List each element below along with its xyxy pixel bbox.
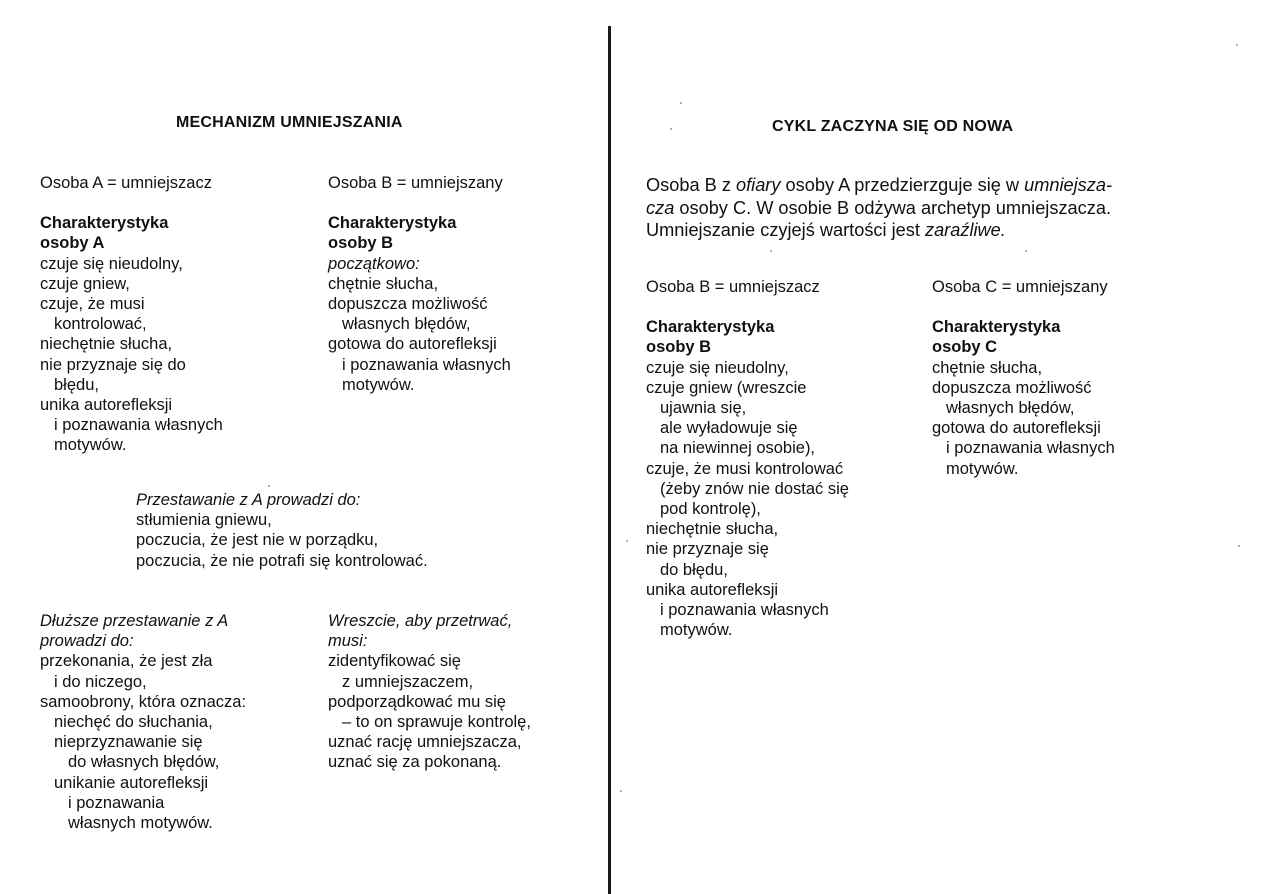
list-item: czuje, że musi: [40, 295, 145, 314]
characteristic-subheading: osoby B: [646, 338, 712, 357]
scan-speck: [670, 128, 672, 130]
list-item: nie przyznaje się do: [40, 355, 186, 374]
list-item: – to on sprawuje kontrolę,: [342, 713, 531, 732]
spacer: [40, 193, 223, 213]
characteristic-subheading: osoby B: [328, 234, 394, 253]
list-item: kontrolować,: [54, 315, 147, 334]
list-item: podporządkować mu się: [328, 692, 506, 711]
left-page-title: MECHANIZM UMNIEJSZANIA: [176, 114, 403, 131]
list-item: własnych błędów,: [946, 399, 1075, 418]
intro-fragment-italic: cza: [646, 197, 675, 218]
intro-text: początkowo:: [328, 254, 420, 273]
list-item: motywów.: [54, 436, 127, 455]
list-item: dopuszcza możliwość: [328, 295, 488, 314]
intro-text: prowadzi do:: [40, 632, 134, 651]
spacer: [932, 297, 1115, 317]
list-item: stłumienia gniewu,: [136, 511, 272, 530]
intro-fragment-italic: ofiary: [735, 175, 781, 195]
left-bottom-a: [40, 611, 246, 833]
characteristic-heading: Charakterystyka: [932, 318, 1061, 337]
right-intro-paragraph: [646, 174, 1112, 242]
list-item: do błędu,: [660, 560, 728, 579]
list-item: samoobrony, która oznacza:: [40, 692, 247, 711]
role-line-c: Osoba C = umniejszany: [932, 278, 1108, 296]
list-item: gotowa do autorefleksji: [328, 335, 497, 354]
list-item: i poznawania własnych: [342, 355, 511, 374]
list-item: gotowa do autorefleksji: [932, 419, 1101, 438]
list-item: własnych błędów,: [342, 315, 471, 334]
intro-text: Dłuższe przestawanie z A: [40, 612, 229, 630]
spacer: [646, 297, 849, 317]
list-item: chętnie słucha,: [328, 274, 439, 293]
list-item: czuje, że musi kontrolować: [646, 459, 844, 478]
characteristic-subheading: osoby A: [40, 234, 105, 253]
list-item: motywów.: [946, 459, 1019, 478]
list-item: i poznawania własnych: [946, 439, 1115, 458]
list-item: czuje się nieudolny,: [40, 254, 183, 273]
list-item: unika autorefleksji: [40, 396, 173, 415]
list-item: i poznawania: [68, 793, 165, 812]
intro-line: [646, 174, 1112, 197]
role-line-b: Osoba B = umniejszacz: [646, 278, 820, 296]
left-col-b: [328, 173, 511, 395]
characteristic-heading: Charakterystyka: [40, 214, 169, 233]
list-item: unika autorefleksji: [646, 580, 779, 599]
list-item: czuje się nieudolny,: [646, 358, 789, 377]
list-item: błędu,: [54, 375, 99, 394]
list-item: dopuszcza możliwość: [932, 378, 1092, 397]
list-item: własnych motywów.: [68, 814, 213, 833]
left-middle-block: [136, 490, 428, 571]
list-item: uznać się za pokonaną.: [328, 753, 502, 772]
left-col-a: [40, 173, 223, 456]
scan-speck: [680, 102, 682, 104]
intro-fragment: Osoba B z: [646, 175, 736, 195]
list-item: przekonania, że jest zła: [40, 652, 213, 671]
intro-fragment-italic: umniejsza-: [1024, 175, 1113, 195]
role-line-b: Osoba B = umniejszany: [328, 174, 503, 192]
right-col-c: [932, 277, 1115, 479]
list-item: ale wyładowuje się: [660, 419, 798, 438]
right-col-b: [646, 277, 849, 640]
list-item: na niewinnej osobie),: [660, 439, 816, 458]
list-item: ujawnia się,: [660, 399, 747, 418]
intro-fragment: osoby C. W osobie B odżywa archetyp umniejszacza.: [674, 197, 1112, 218]
list-item: do własnych błędów,: [68, 753, 220, 772]
intro-text: Wreszcie, aby przetrwać,: [328, 612, 513, 630]
characteristic-heading: Charakterystyka: [646, 318, 775, 337]
list-item: nieprzyznawanie się: [54, 733, 203, 752]
characteristic-heading: Charakterystyka: [328, 214, 457, 233]
list-item: i poznawania własnych: [660, 601, 829, 620]
list-item: motywów.: [660, 621, 733, 640]
list-item: nie przyznaje się: [646, 540, 769, 559]
list-item: pod kontrolę),: [660, 500, 761, 519]
intro-line: [646, 219, 1112, 242]
list-item: niechętnie słucha,: [40, 335, 173, 354]
scan-speck: [1238, 545, 1240, 547]
scan-speck: [1025, 250, 1027, 252]
spacer: [328, 193, 511, 213]
list-item: poczucia, że nie potrafi się kontrolować.: [136, 551, 428, 570]
right-page-title: CYKL ZACZYNA SIĘ OD NOWA: [772, 118, 1014, 135]
list-item: i poznawania własnych: [54, 416, 223, 435]
list-item: poczucia, że jest nie w porządku,: [136, 531, 379, 550]
list-item: unikanie autorefleksji: [54, 773, 209, 792]
list-item: motywów.: [342, 375, 415, 394]
scan-speck: [1236, 44, 1238, 46]
scan-speck: [770, 250, 772, 252]
intro-text: musi:: [328, 632, 368, 651]
list-item: (żeby znów nie dostać się: [660, 479, 849, 498]
book-spine-divider: [608, 26, 611, 894]
scan-speck: [620, 790, 622, 792]
intro-fragment-italic: zaraźliwe.: [924, 220, 1006, 240]
list-item: niechęć do słuchania,: [54, 713, 213, 732]
intro-line: [646, 197, 1112, 220]
list-item: czuje gniew (wreszcie: [646, 378, 807, 397]
list-item: niechętnie słucha,: [646, 520, 779, 539]
list-item: zidentyfikować się: [328, 652, 461, 671]
list-item: czuje gniew,: [40, 274, 130, 293]
list-item: i do niczego,: [54, 672, 147, 691]
scan-speck: [268, 485, 270, 487]
characteristic-subheading: osoby C: [932, 338, 998, 357]
intro-text: Przestawanie z A prowadzi do:: [136, 491, 361, 509]
list-item: uznać rację umniejszacza,: [328, 733, 522, 752]
list-item: z umniejszaczem,: [342, 672, 474, 691]
intro-fragment: osoby A przedzierzguje się w: [780, 175, 1025, 195]
scan-speck: [626, 540, 628, 542]
left-bottom-b: [328, 611, 531, 773]
list-item: chętnie słucha,: [932, 358, 1043, 377]
intro-fragment: Umniejszanie czyjejś wartości jest: [646, 220, 925, 240]
role-line-a: Osoba A = umniejszacz: [40, 174, 212, 192]
